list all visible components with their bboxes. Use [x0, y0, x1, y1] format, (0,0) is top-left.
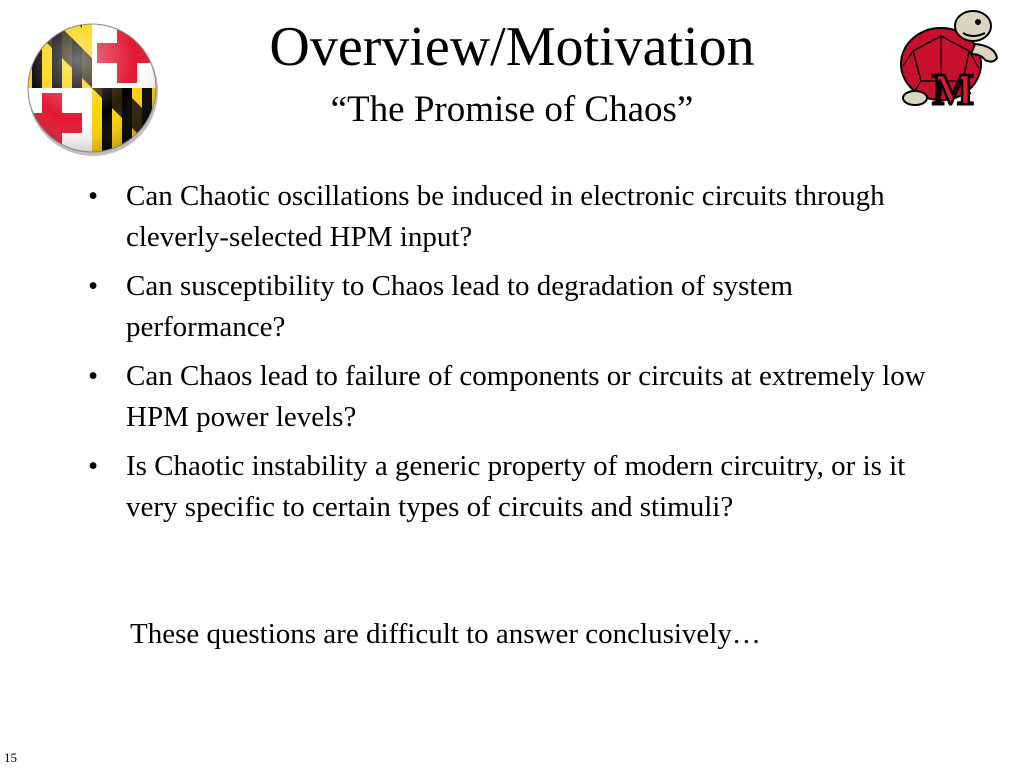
conclusion-text: These questions are difficult to answer conclusively…: [130, 618, 761, 650]
bullet-text: Is Chaotic instability a generic property of modern circuitry, or is it very specific to certain types of circuits and stimuli?: [126, 450, 906, 523]
bullet-item: [88, 356, 928, 438]
bullet-list: [88, 176, 928, 536]
bullet-item: [88, 176, 928, 258]
slide-subtitle: “The Promise of Chaos”: [330, 89, 694, 130]
bullet-symbol: •: [88, 450, 99, 482]
bullet-text: Can susceptibility to Chaos lead to degradation of system performance?: [126, 270, 793, 343]
bullet-item: [88, 446, 928, 528]
bullet-symbol: •: [88, 180, 99, 212]
page-number: 15: [4, 750, 17, 765]
slide-title: Overview/Motivation: [269, 16, 755, 78]
mascot-m-letter: M: [932, 65, 974, 108]
bullet-text: Can Chaotic oscillations be induced in electronic circuits through cleverly-selected HPM input?: [126, 180, 885, 253]
bullet-text: Can Chaos lead to failure of components or circuits at extremely low HPM power levels?: [126, 360, 926, 433]
bullet-symbol: •: [88, 270, 99, 302]
bullet-symbol: •: [88, 360, 99, 392]
bullet-item: [88, 266, 928, 348]
